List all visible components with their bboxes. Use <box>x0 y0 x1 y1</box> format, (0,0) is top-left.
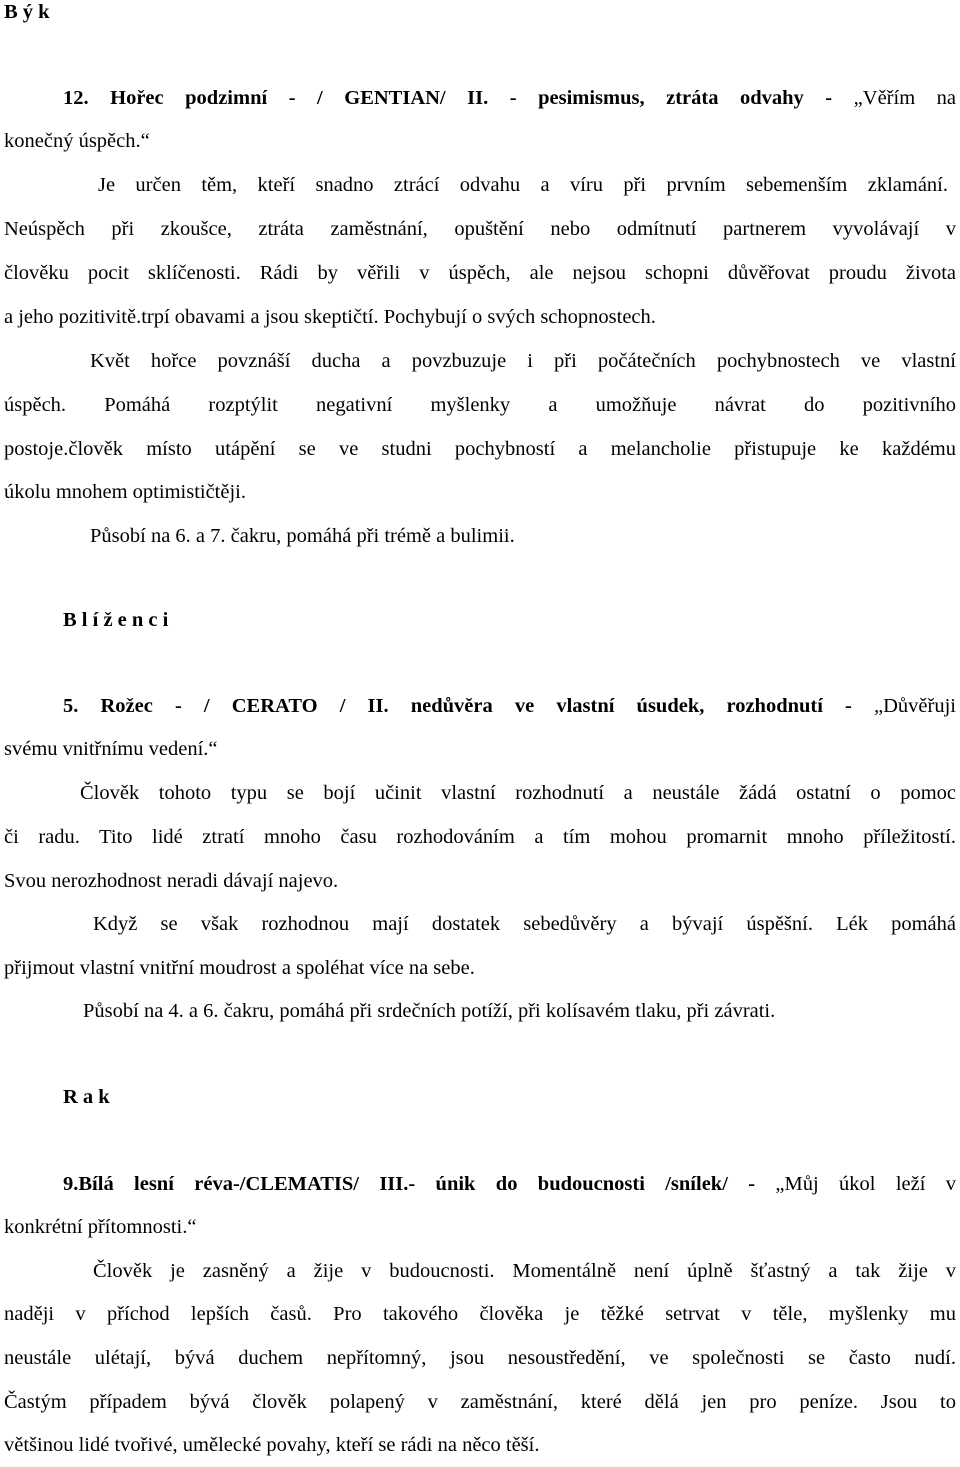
text-line: většinou lidé tvořivé, umělecké povahy, kteří se rádi na něco těší. <box>4 1434 540 1456</box>
text-line: Neúspěch při zkoušce, ztráta zaměstnání, opuštění nebo odmítnutí partnerem vyvolávají v <box>4 218 956 240</box>
text-line: či radu. Tito lidé ztratí mnoho času rozhodováním a tím mohou promarnit mnoho příležitostí. <box>4 826 956 848</box>
entry-title-line-clematis <box>63 1162 956 1206</box>
section-heading-byk: B ý k <box>4 1 50 23</box>
text-line: Častým případem bývá člověk polapený v zaměstnání, které dělá jen pro peníze. Jsou to <box>4 1391 956 1413</box>
text-line: Člověk tohoto typu se bojí učinit vlastní rozhodnutí a neustále žádá ostatní o pomoc <box>80 782 956 804</box>
text-line: Působí na 6. a 7. čakru, pomáhá při trémě a bulimii. <box>90 525 515 547</box>
text-line: člověku pocit sklíčenosti. Rádi by věřili v úspěch, ale nejsou schopni důvěřovat proudu života <box>4 262 956 284</box>
affirmation-start-gentian: „Věřím na <box>853 87 957 109</box>
text-line: Působí na 4. a 6. čakru, pomáhá při srdečních potíží, při kolísavém tlaku, při závrati. <box>83 1000 776 1022</box>
text-line: úspěch. Pomáhá rozptýlit negativní myšlenky a umožňuje návrat do pozitivního <box>4 394 956 416</box>
affirmation-start-cerato: „Důvěřuji <box>874 695 957 717</box>
text-line: Květ hořce povznáší ducha a povzbuzuje i při počátečních pochybnostech ve vlastní <box>90 350 956 372</box>
text-line: Je určen těm, kteří snadno ztrácí odvahu a víru při prvním sebemenším zklamání. <box>98 174 948 196</box>
text-line: úkolu mnohem optimističtěji. <box>4 481 246 503</box>
section-heading-rak: R a k <box>63 1086 110 1108</box>
affirmation-start-clematis: „Můj úkol leží v <box>775 1173 957 1195</box>
text-line: Člověk je zasněný a žije v budoucnosti. Momentálně není úplně šťastný a tak žije v <box>93 1260 956 1282</box>
text-line: postoje.člověk místo utápění se ve studni pochybností a melancholie přistupuje ke každému <box>4 438 956 460</box>
text-line: přijmout vlastní vnitřní moudrost a spoléhat více na sebe. <box>4 957 475 979</box>
text-line: Když se však rozhodnou mají dostatek sebedůvěry a bývají úspěšní. Lék pomáhá <box>93 913 956 935</box>
text-line: svému vnitřnímu vedení.“ <box>4 738 218 760</box>
entry-title-line-gentian <box>63 76 956 120</box>
entry-title-clematis: 9.Bílá lesní réva-/CLEMATIS/ III.- únik do budoucnosti /snílek/ - <box>63 1173 756 1195</box>
text-line: neustále ulétají, bývá duchem nepřítomný, jsou nesoustředění, ve společnosti se často nudí. <box>4 1347 956 1369</box>
entry-title-gentian: 12. Hořec podzimní - / GENTIAN/ II. - pesimismus, ztráta odvahy - <box>63 87 833 109</box>
entry-title-cerato: 5. Rožec - / CERATO / II. nedůvěra ve vlastní úsudek, rozhodnutí - <box>63 695 852 717</box>
text-line: Svou nerozhodnost neradi dávají najevo. <box>4 870 339 892</box>
text-line: konkrétní přítomnosti.“ <box>4 1216 197 1238</box>
text-line: a jeho pozitivitě.trpí obavami a jsou skeptičtí. Pochybují o svých schopnostech. <box>4 306 656 328</box>
section-heading-blizenci: B l í ž e n c i <box>63 609 169 631</box>
text-line: naději v příchod lepších časů. Pro takového člověka je těžké setrvat v těle, myšlenky mu <box>4 1303 956 1325</box>
entry-title-line-cerato <box>63 684 956 728</box>
text-line: konečný úspěch.“ <box>4 130 150 152</box>
